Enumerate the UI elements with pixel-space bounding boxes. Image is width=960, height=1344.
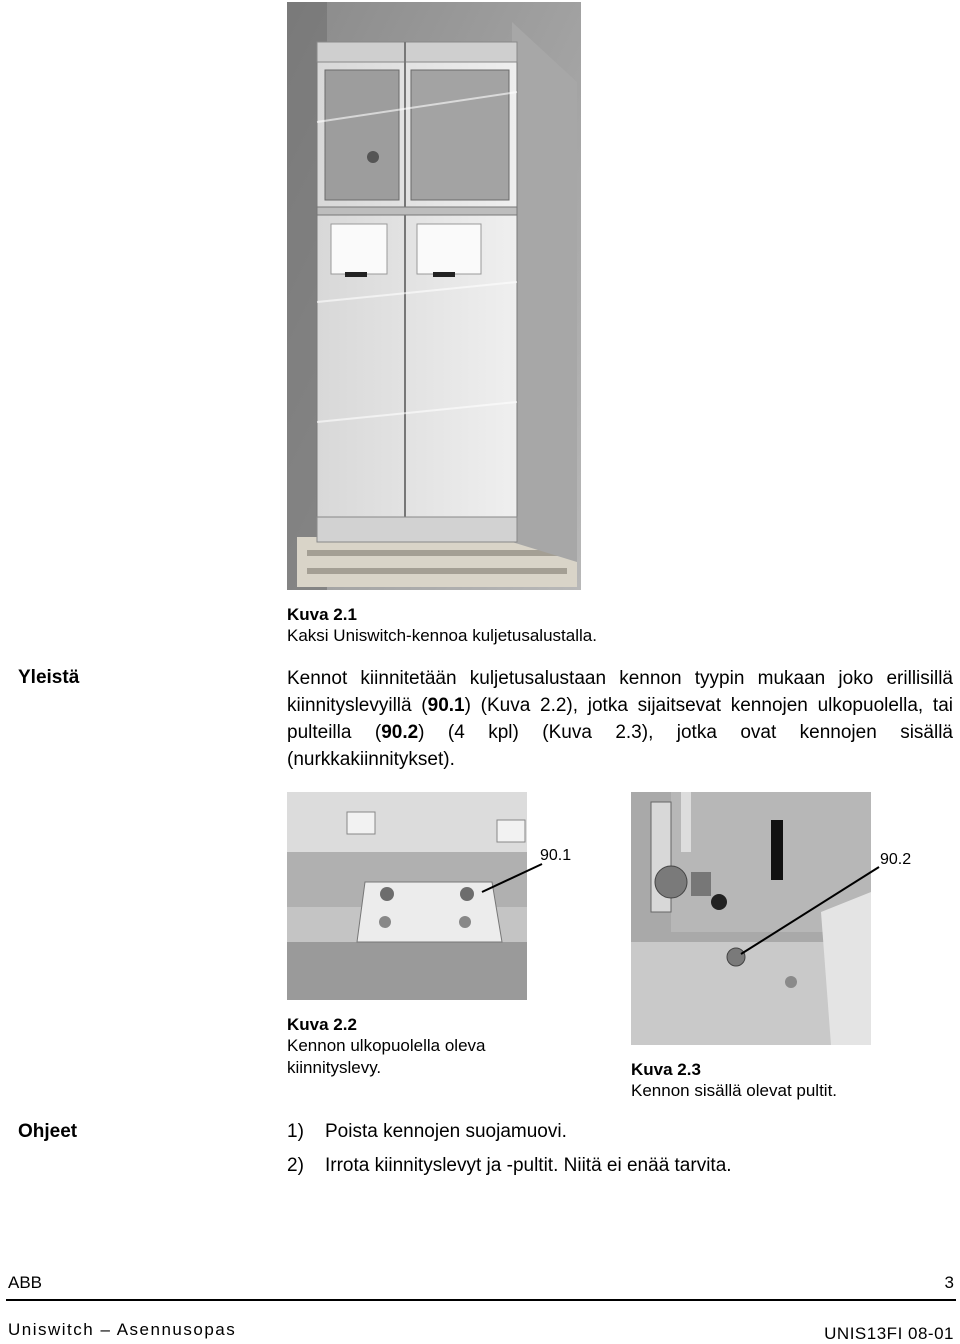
general-paragraph [287, 665, 953, 773]
instruction-item-1 [287, 1121, 567, 1143]
footer-doc-code: UNIS13FI 08-01 [824, 1324, 954, 1343]
figure-2-2-photo [287, 792, 577, 1000]
instruction-text: Irrota kiinnityslevyt ja -pultit. Niitä ei enää tarvita. [325, 1155, 732, 1176]
fixing-plate-photo-illustration [287, 792, 577, 1000]
footer-manual-title: Uniswitch – Asennusopas [8, 1320, 237, 1339]
paragraph-text: Kennot kiinnitetään kuljetusalustaan kennon tyypin mukaan joko erillisillä kiinnityslevyillä ( [287, 668, 953, 716]
instruction-text: Poista kennojen suojamuovi. [325, 1121, 567, 1142]
bolts-photo-illustration [631, 792, 921, 1045]
switchgear-photo-illustration [287, 2, 581, 590]
callout-90-2: 90.2 [880, 851, 912, 868]
instruction-item-2 [287, 1155, 732, 1177]
figure-2-3-title: Kuva 2.3 [631, 1060, 701, 1079]
reference-code: 90.2 [381, 722, 419, 743]
footer-page-number: 3 [944, 1273, 954, 1292]
instruction-number: 1) [287, 1121, 304, 1142]
figure-2-1-caption: Kaksi Uniswitch-kennoa kuljetusalustalla. [287, 626, 597, 645]
figure-2-3-photo [631, 792, 921, 1045]
figure-2-1-photo [287, 2, 581, 590]
section-label-instructions: Ohjeet [18, 1121, 78, 1142]
footer-divider [6, 1299, 956, 1301]
figure-2-2-caption-line2: kiinnityslevy. [287, 1058, 382, 1077]
callout-90-1: 90.1 [540, 847, 572, 864]
paragraph-text: ) (Kuva 2.2), jotka sijaitsevat kennojen ulkopuolella, tai pulteilla ( [287, 695, 953, 743]
section-label-general: Yleistä [18, 667, 80, 688]
figure-2-2-caption-line1: Kennon ulkopuolella oleva [287, 1036, 486, 1055]
figure-2-1-title: Kuva 2.1 [287, 605, 357, 624]
footer-brand: ABB [8, 1273, 43, 1292]
instruction-number: 2) [287, 1155, 304, 1176]
figure-2-2-title: Kuva 2.2 [287, 1015, 357, 1034]
figure-2-3-caption: Kennon sisällä olevat pultit. [631, 1081, 838, 1100]
paragraph-text: ) (4 kpl) (Kuva 2.3), jotka ovat kennojen sisällä (nurkkakiinnitykset). [287, 722, 953, 770]
reference-code: 90.1 [427, 695, 465, 716]
